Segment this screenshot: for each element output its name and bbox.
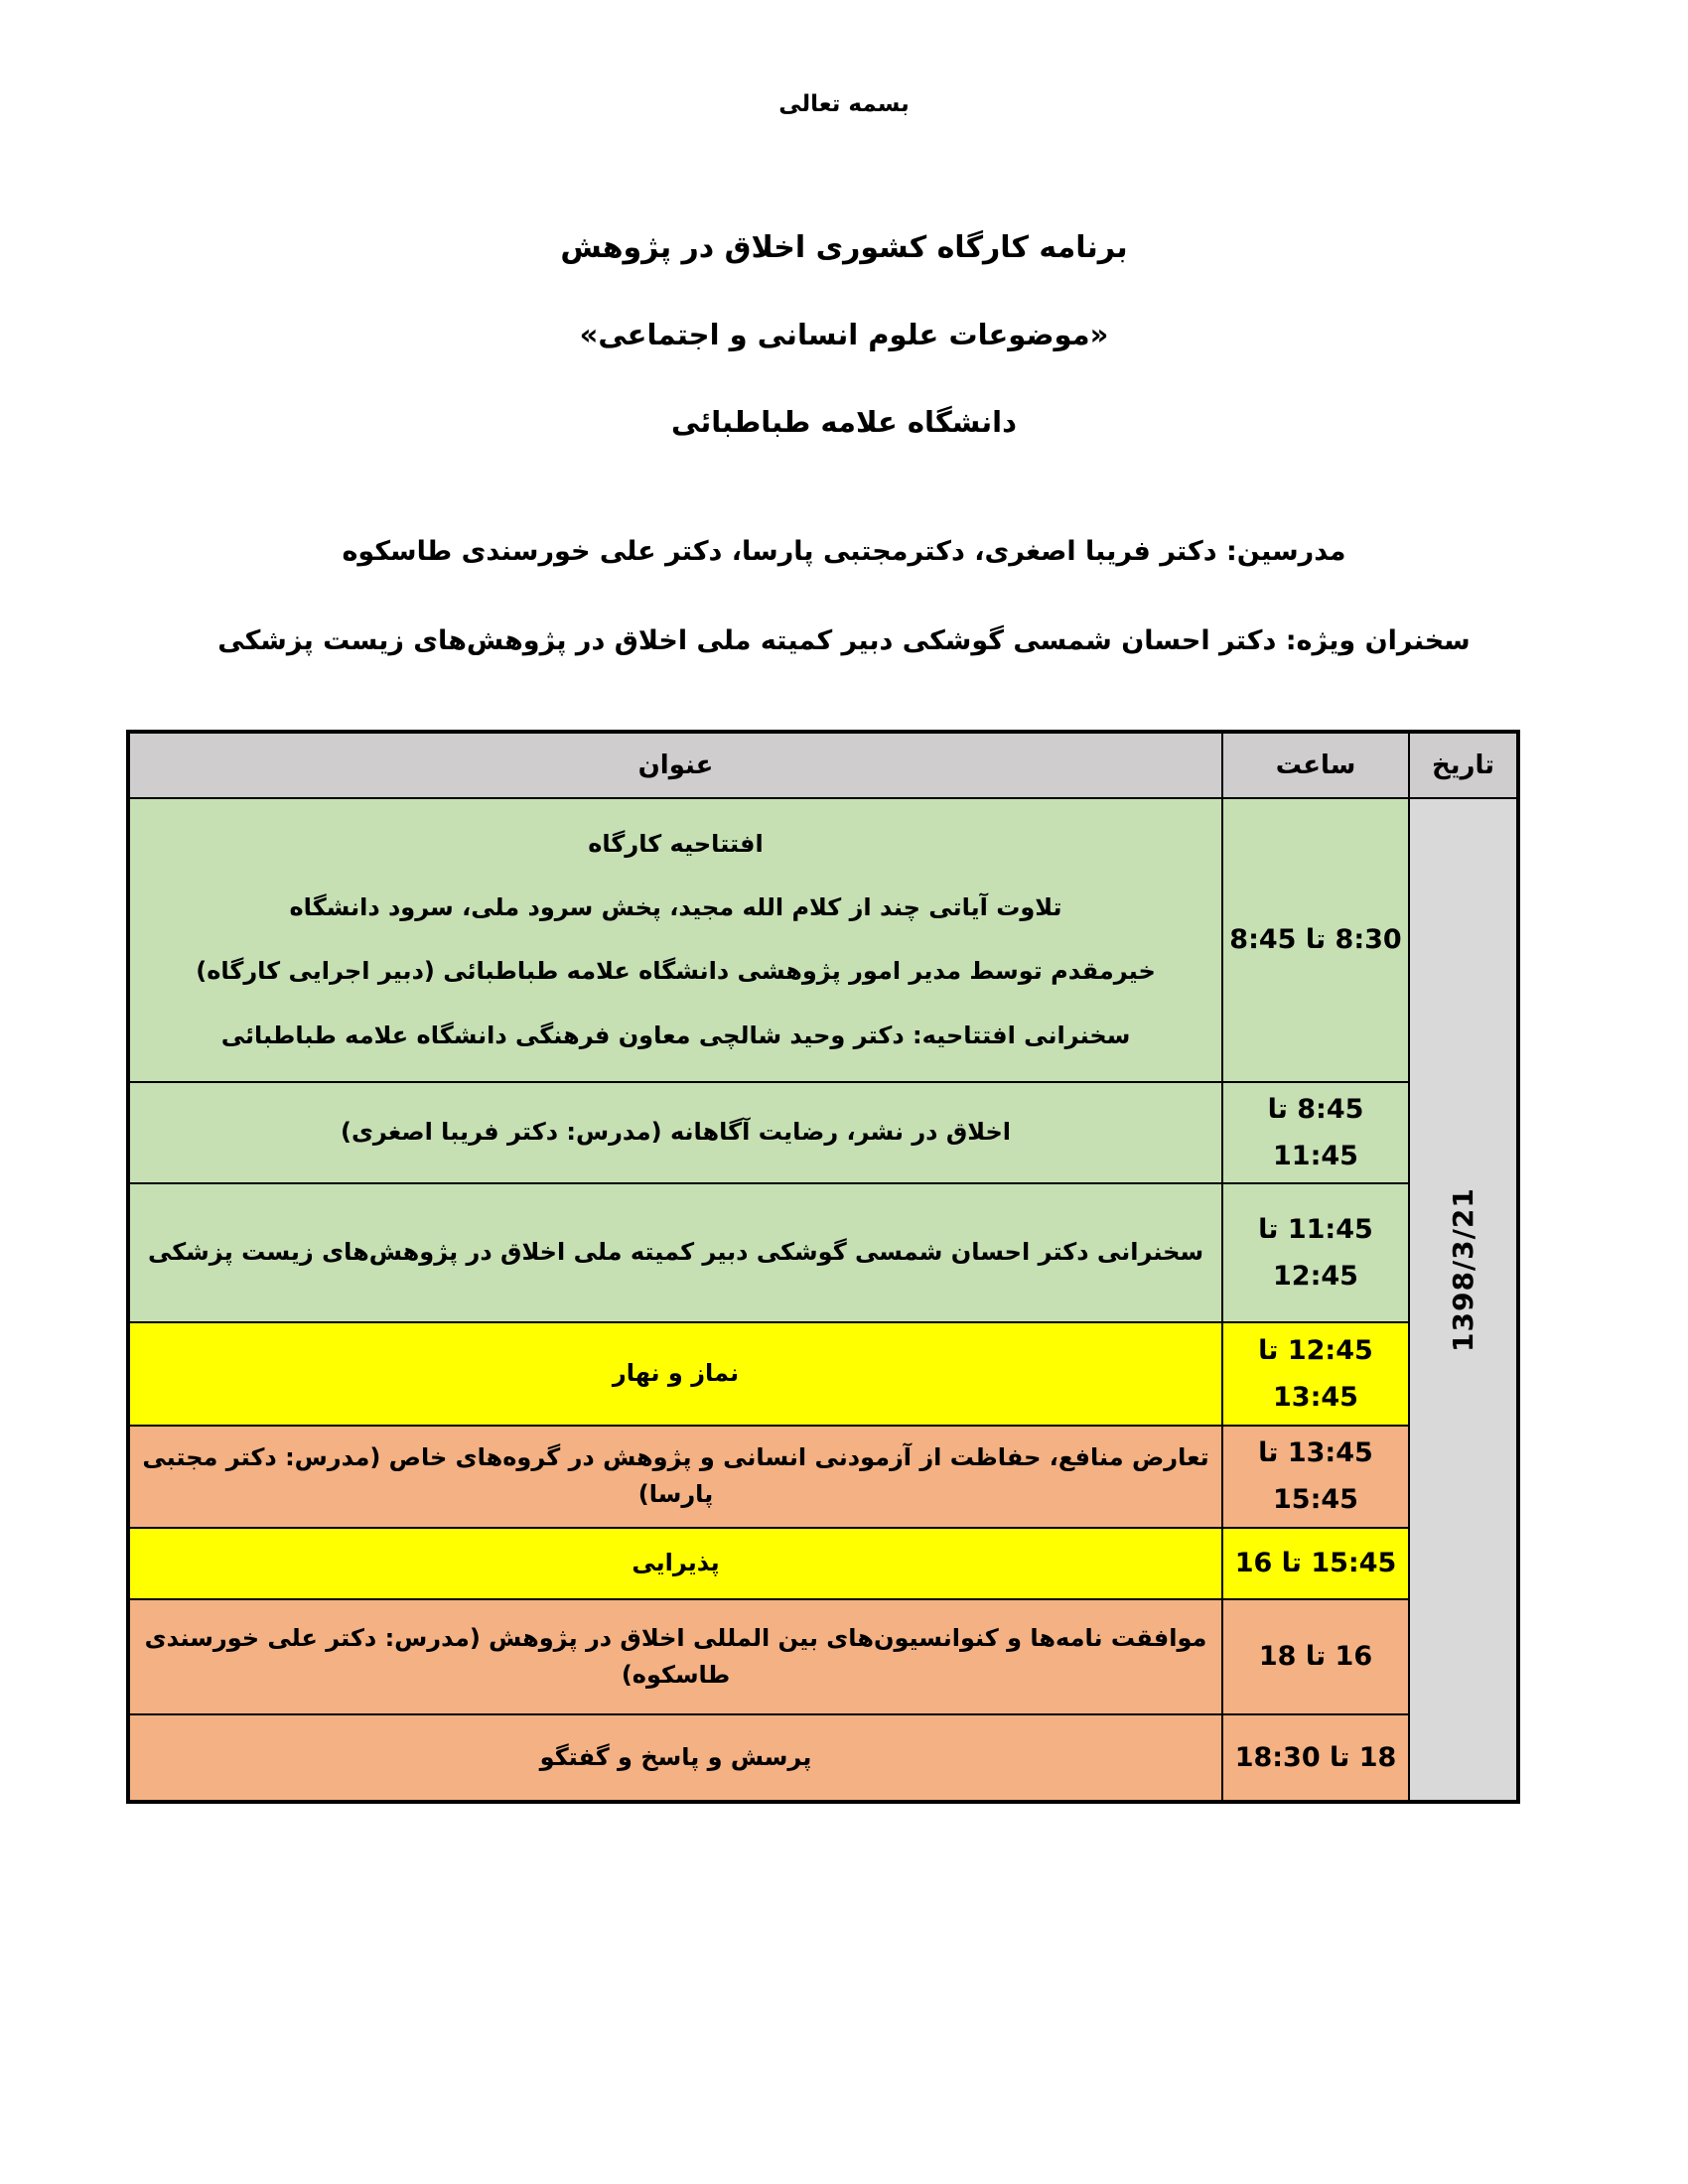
header-time: ساعت — [1222, 732, 1409, 798]
session-time-cell — [1222, 1528, 1409, 1599]
session-time-cell — [1222, 1082, 1409, 1183]
session-title-cell — [128, 798, 1222, 1082]
time-text: 15:45 تا 16 — [1234, 1548, 1397, 1579]
session-title-cell — [128, 1426, 1222, 1528]
session-line: پرسش و پاسخ و گفتگو — [539, 1742, 812, 1771]
time-text: 13:45 تا — [1258, 1437, 1373, 1468]
session-title-cell — [128, 1183, 1222, 1322]
table-row — [128, 1599, 1518, 1714]
table-row — [128, 1183, 1518, 1322]
bismillah-text: بسمه تعالی — [778, 91, 910, 117]
header-date: تاریخ — [1409, 732, 1518, 798]
time-text: 16 تا 18 — [1258, 1641, 1373, 1673]
time-text: 12:45 تا — [1258, 1334, 1373, 1366]
time-text: 15:45 — [1273, 1484, 1358, 1516]
date-cell — [1409, 798, 1518, 1802]
time-text: 11:45 تا — [1258, 1213, 1373, 1245]
session-line: تلاوت آیاتی چند از کلام الله مجید، پخش سرود ملی، سرود دانشگاه — [289, 893, 1062, 922]
time-text: 12:45 — [1273, 1260, 1358, 1292]
time-text: 11:45 — [1273, 1140, 1358, 1171]
schedule-table — [126, 730, 1520, 1804]
table-row — [128, 1322, 1518, 1426]
table-header-row — [128, 732, 1518, 798]
instructors-line: مدرسین: دکتر فریبا اصغری، دکترمجتبی پارسا، دکتر علی خورسندی طاسکوه — [342, 536, 1346, 567]
session-line: موافقت نامه‌ها و کنوانسیون‌های بین المللی اخلاق در پژوهش (مدرس: دکتر علی خورسندی طاسکوه) — [144, 1623, 1207, 1689]
session-title-cell — [128, 1082, 1222, 1183]
session-line: پذیرایی — [632, 1549, 720, 1577]
session-line: افتتاحیه کارگاه — [588, 830, 764, 858]
header-title: عنوان — [128, 732, 1222, 798]
table-row — [128, 1426, 1518, 1528]
session-line: خیرمقدم توسط مدیر امور پژوهشی دانشگاه علامه طباطبائی (دبیر اجرایی کارگاه) — [196, 957, 1156, 986]
table-row — [128, 1528, 1518, 1599]
time-text: 8:30 تا 8:45 — [1229, 924, 1402, 956]
table-row — [128, 1714, 1518, 1802]
session-line: سخنرانی دکتر احسان شمسی گوشکی دبیر کمیته ملی اخلاق در پژوهش‌های زیست پزشکی — [147, 1238, 1204, 1267]
page-title: برنامه کارگاه کشوری اخلاق در پژوهش — [560, 230, 1128, 265]
session-time-cell — [1222, 1599, 1409, 1714]
session-time-cell — [1222, 1714, 1409, 1802]
session-title-cell — [128, 1599, 1222, 1714]
special-speaker-line: سخنران ویژه: دکتر احسان شمسی گوشکی دبیر کمیته ملی اخلاق در پژوهش‌های زیست پزشکی — [217, 625, 1471, 656]
time-text: 13:45 — [1273, 1381, 1358, 1413]
session-line: اخلاق در نشر، رضایت آگاهانه (مدرس: دکتر فریبا اصغری) — [340, 1118, 1012, 1147]
session-title-cell — [128, 1714, 1222, 1802]
session-title-cell — [128, 1322, 1222, 1426]
session-line: نماز و نهار — [612, 1359, 740, 1388]
session-line: سخنرانی افتتاحیه: دکتر وحید شالچی معاون فرهنگی دانشگاه علامه طباطبائی — [220, 1021, 1131, 1049]
session-time-cell — [1222, 798, 1409, 1082]
session-time-cell — [1222, 1183, 1409, 1322]
table-row — [128, 798, 1518, 1082]
time-text: 8:45 تا — [1267, 1093, 1364, 1125]
time-text: 18 تا 18:30 — [1234, 1741, 1397, 1773]
session-time-cell — [1222, 1322, 1409, 1426]
page-subtitle: «موضوعات علوم انسانی و اجتماعی» — [579, 318, 1109, 351]
university-name: دانشگاه علامه طباطبائی — [671, 405, 1017, 439]
table-row — [128, 1082, 1518, 1183]
date-value: 1398/3/21 — [1447, 1187, 1479, 1353]
session-line: تعارض منافع، حفاظت از آزمودنی انسانی و پژوهش در گروه‌های خاص (مدرس: دکتر مجتبی پارسا) — [142, 1443, 1209, 1509]
session-title-cell — [128, 1528, 1222, 1599]
session-time-cell — [1222, 1426, 1409, 1528]
